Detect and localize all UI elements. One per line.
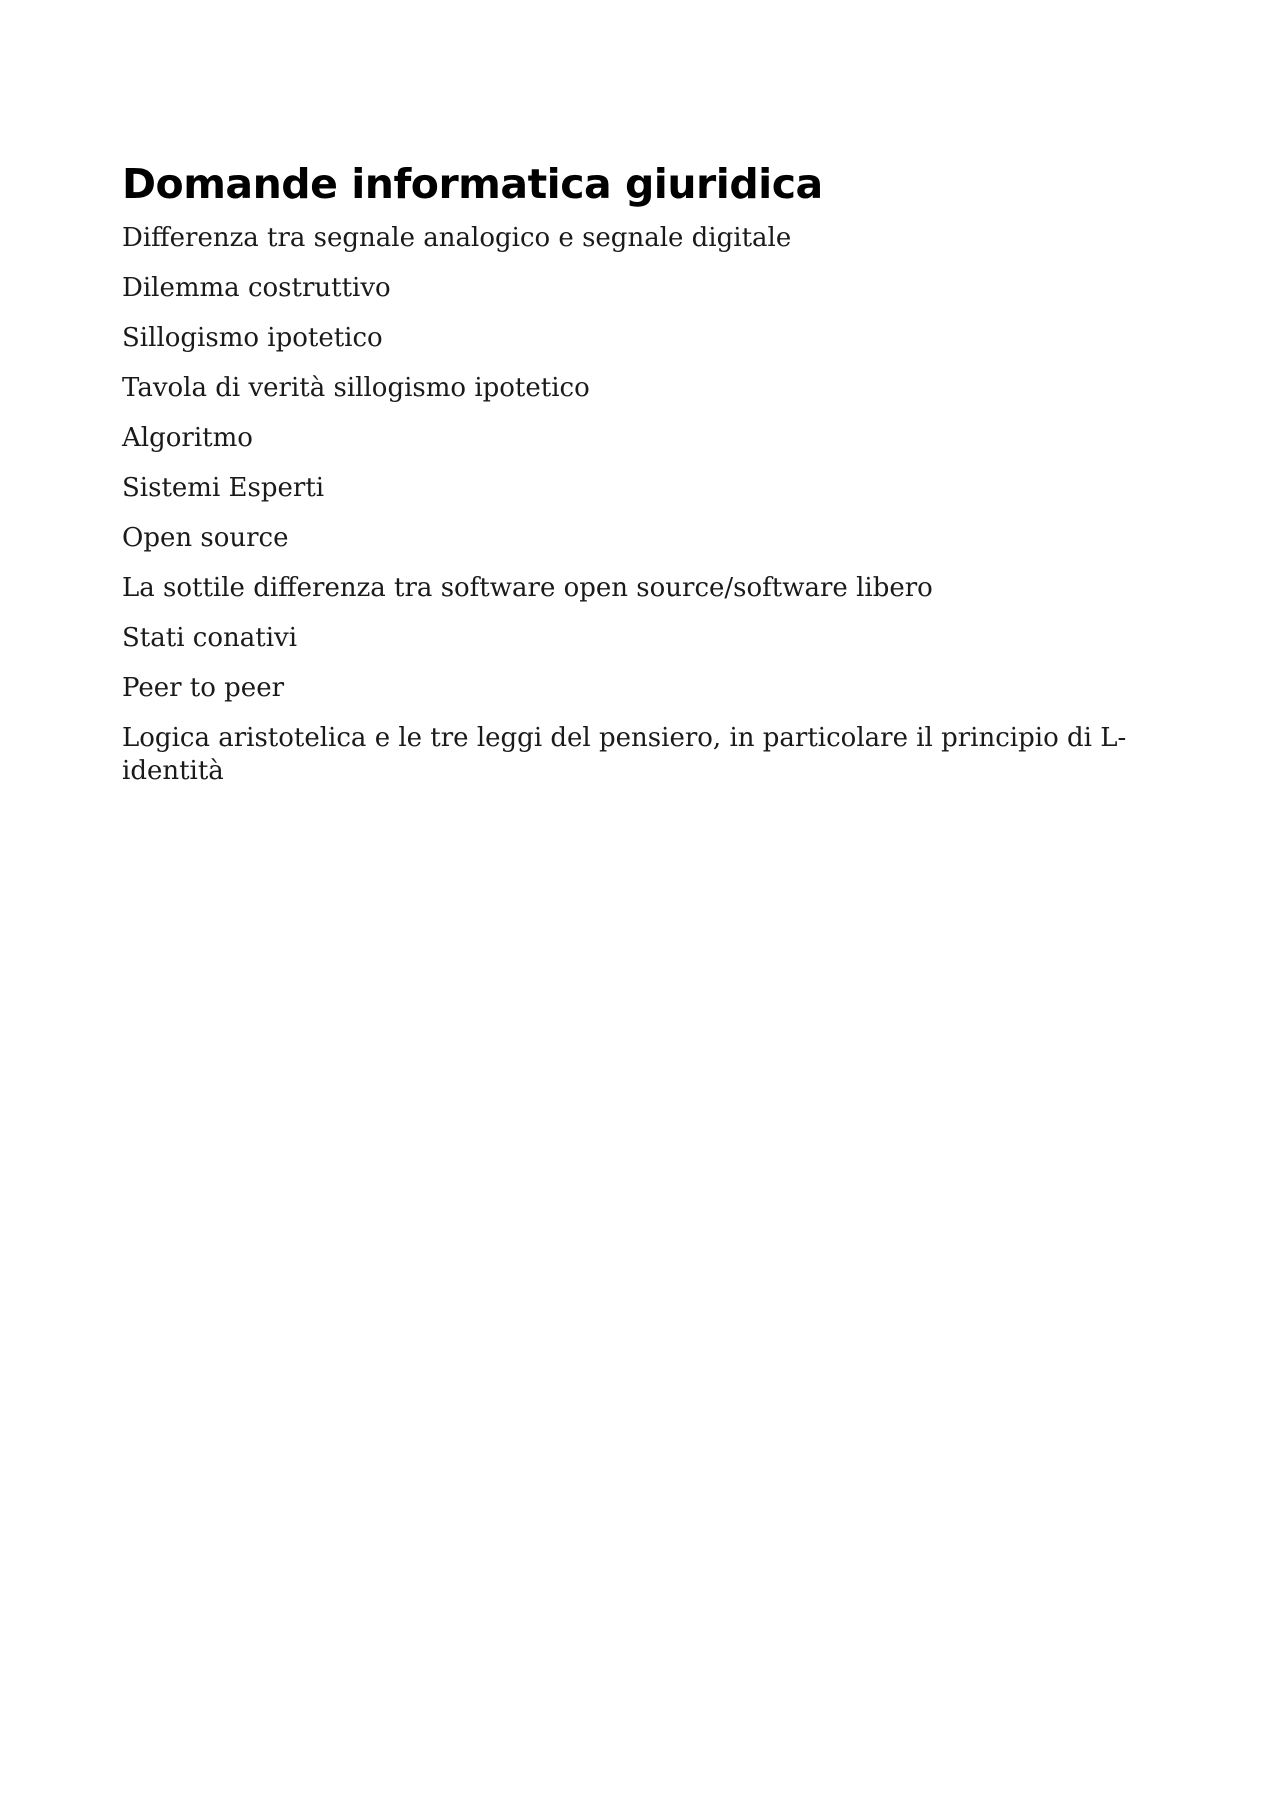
- question-item: La sottile differenza tra software open source/software libero: [122, 573, 933, 603]
- question-item: Peer to peer: [122, 673, 285, 703]
- question-item: Logica aristotelica e le tre leggi del pensiero, in particolare il principio di L-identità: [122, 723, 1127, 786]
- document-title: Domande informatica giuridica: [122, 160, 823, 208]
- question-item: Differenza tra segnale analogico e segnale digitale: [122, 223, 792, 253]
- question-item: Open source: [122, 523, 289, 553]
- question-item: Stati conativi: [122, 623, 298, 653]
- question-item: Sistemi Esperti: [122, 473, 325, 503]
- question-item: Sillogismo ipotetico: [122, 323, 383, 353]
- question-item: Dilemma costruttivo: [122, 273, 391, 303]
- document-body: [122, 158, 1162, 805]
- question-item: Tavola di verità sillogismo ipotetico: [122, 373, 590, 403]
- question-list: [122, 222, 1162, 788]
- question-item: Algoritmo: [122, 423, 253, 453]
